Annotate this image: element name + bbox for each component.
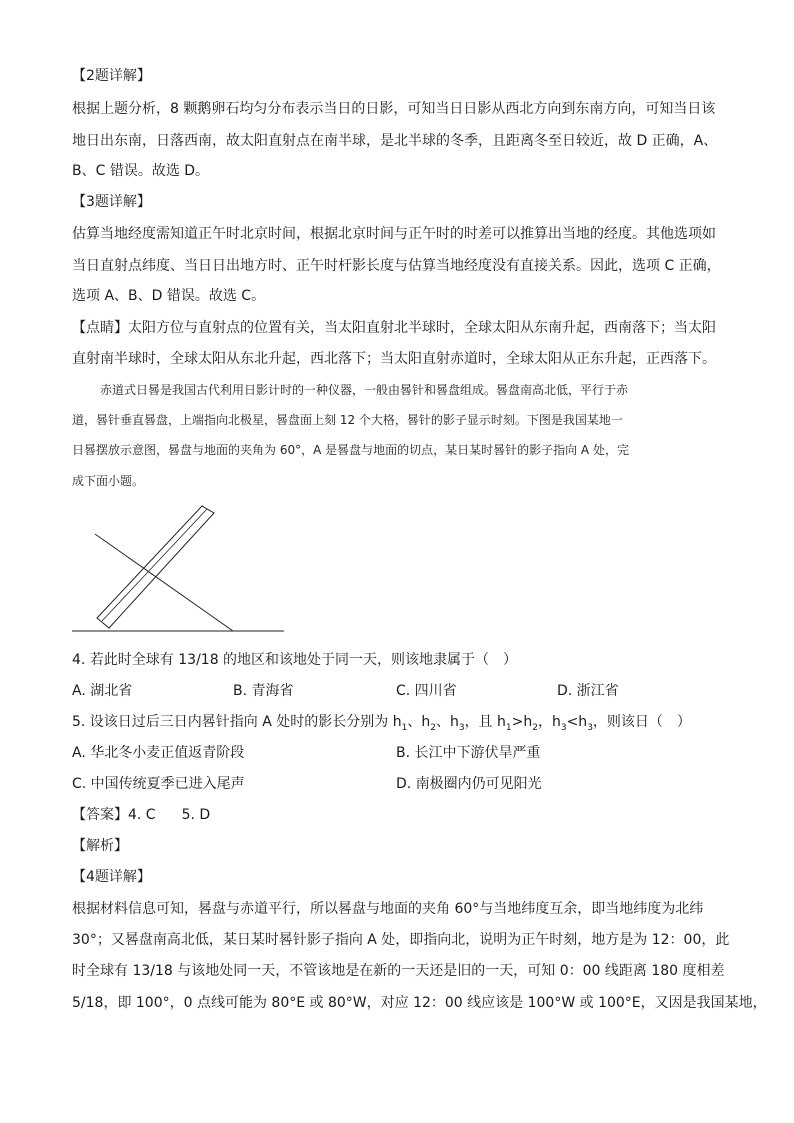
q5-stem-pre: 5. 设该日过后三日内晷针指向 A 处时的影长分别为 h — [72, 714, 402, 730]
section-3-line-1: 估算当地经度需知道正午时北京时间，根据北京时间与正午时的时差可以推算出当地的经度。其他选项如 — [72, 226, 716, 242]
material-line-3: 日晷摆放示意图，晷盘与地面的夹角为 60°，A 是晷盘与地面的切点，某日某时晷针的影子指向 A 处，完 — [72, 443, 629, 457]
section-2-line-2: 地日出东南，日落西南，故太阳直射点在南半球，是北半球的冬季，且距离冬至日较近，故 D 正确，A、 — [72, 133, 718, 149]
parse-heading: 【解析】 — [72, 838, 128, 854]
material-line-1: 赤道式日晷是我国古代利用日影计时的一种仪器，一般由晷针和晷盘组成。晷盘南高北低，平行于赤 — [100, 383, 629, 397]
dial-plate — [97, 506, 214, 628]
section-3-heading: 【3题详解】 — [72, 194, 151, 210]
material-line-2: 道，晷针垂直晷盘，上端指向北极星，晷盘面上刻 12 个大格，晷针的影子显示时刻。下图是我国某地一 — [72, 413, 623, 427]
section-2-heading: 【2题详解】 — [72, 68, 151, 84]
section-3-line-2: 当日直射点纬度、当日日出地方时、正午时杆影长度与估算当地经度没有直接关系。因此，选项 C 正确， — [72, 258, 721, 274]
q4-option-d: D. 浙江省 — [557, 683, 619, 699]
answer-line — [72, 805, 210, 825]
gnomon-line — [95, 534, 233, 631]
q5-option-b: B. 长江中下游伏旱严重 — [396, 745, 541, 761]
answer-tag: 【答案】 — [72, 807, 128, 823]
section-3-line-3: 选项 A、B、D 错误。故选 C。 — [72, 288, 266, 304]
section-4-line-2: 30°；又晷盘南高北低，某日某时晷针影子指向 A 处，即指向北，说明为正午时刻，地方是为 12：00，此 — [72, 932, 730, 948]
q5-option-d: D. 南极圈内仍可见阳光 — [396, 776, 542, 792]
tip-line-1: 【点睛】太阳方位与直射点的位置有关，当太阳直射北半球时，全球太阳从东南升起，西南落下；当太阳 — [72, 320, 716, 336]
material-line-4: 成下面小题。 — [72, 474, 145, 488]
section-4-line-3: 时全球有 13/18 与该地处同一天，不管该地是在新的一天还是旧的一天，可知 0：00 线距离 180 度相差 — [72, 963, 725, 979]
section-4-line-1: 根据材料信息可知，晷盘与赤道平行，所以晷盘与地面的夹角 60°与当地纬度互余，即当地纬度为北纬 — [72, 901, 704, 917]
q5-option-a: A. 华北冬小麦正值返青阶段 — [72, 745, 245, 761]
answer-4: 4. C — [128, 807, 156, 823]
section-2-line-1: 根据上题分析，8 颗鹅卵石均匀分布表示当日的日影，可知当日日影从西北方向到东南方向，可知当日该 — [72, 101, 716, 117]
section-4-heading: 【4题详解】 — [72, 869, 151, 885]
section-2-line-3: B、C 错误。故选 D。 — [72, 163, 210, 179]
q4-option-b: B. 青海省 — [233, 683, 294, 699]
section-4-line-4: 5/18，即 100°，0 点线可能为 80°E 或 80°W，对应 12：00 线应该是 100°W 或 100°E，又因是我国某地， — [72, 995, 767, 1011]
tip-line-2: 直射南半球时，全球太阳从东北升起，西北落下；当太阳直射赤道时，全球太阳从正东升起，正西落下。 — [72, 351, 716, 367]
answer-5: 5. D — [181, 807, 211, 823]
q4-option-a: A. 湖北省 — [72, 683, 133, 699]
dial-plate-edge — [102, 509, 207, 621]
q4-stem: 4. 若此时全球有 13/18 的地区和该地处于同一天，则该地隶属于（ ） — [72, 652, 518, 668]
q4-option-c: C. 四川省 — [396, 683, 457, 699]
q5-option-c: C. 中国传统夏季已进入尾声 — [72, 776, 245, 792]
q5-stem: 5. 设该日过后三日内晷针指向 A 处时的影长分别为 $h_1$、$h_2$、$h_3$，且 $h_1>h_2$，$h_3<h_3$，则该日（ ） — [72, 714, 691, 733]
q5-stem-post: ，则该日（ ） — [592, 714, 691, 730]
q5-stem-mid: ，且 h — [464, 714, 506, 730]
